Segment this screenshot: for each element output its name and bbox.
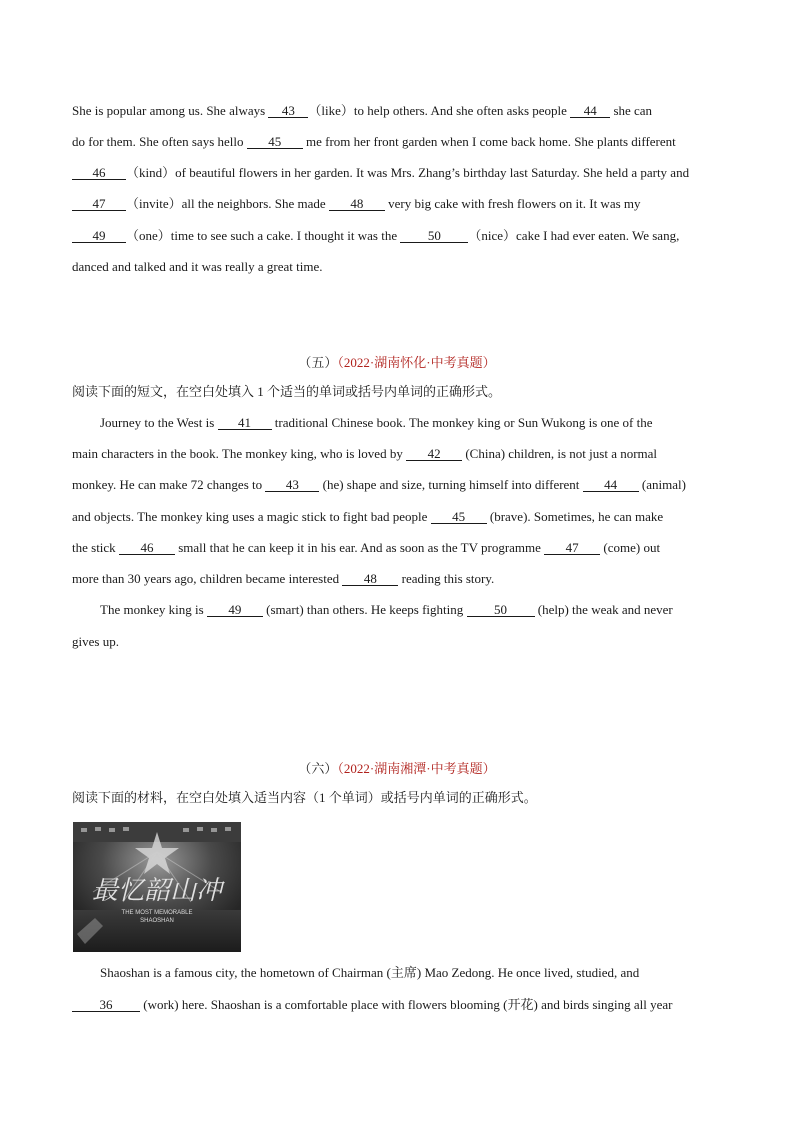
section-instruction: 阅读下面的材料，在空白处填入适当内容（1 个单词）或括号内单词的正确形式。 [72, 790, 537, 805]
answer-blank[interactable]: 45 [247, 135, 303, 149]
passage-line: do for them. She often says hello 45 me from her front garden when I come back home. She plants different [72, 134, 676, 149]
passage-line: Journey to the West is 41 traditional Chinese book. The monkey king or Sun Wukong is one of the [100, 415, 653, 430]
passage-line: Shaoshan is a famous city, the hometown of Chairman (主席) Mao Zedong. He once lived, studied, and [100, 965, 640, 980]
passage-line: main characters in the book. The monkey king, who is loved by 42 (China) children, is not just a normal [72, 446, 658, 461]
answer-blank[interactable]: 50 [467, 603, 535, 617]
photo-caption: THE MOST MEMORABLE [121, 910, 193, 916]
passage-line: 49 （one）time to see such a cake. I thought it was the 50 （nice）cake I had ever eaten. We sang, [72, 228, 679, 244]
answer-blank[interactable]: 47 [72, 197, 126, 211]
answer-blank[interactable]: 41 [218, 416, 272, 430]
answer-blank[interactable]: 44 [570, 104, 610, 118]
passage-line: 47 （invite）all the neighbors. She made 48 very big cake with fresh flowers on it. It was my [72, 196, 641, 212]
answer-blank[interactable]: 44 [583, 478, 639, 492]
passage-line: the stick 46 small that he can keep it in his ear. And as soon as the TV programme 47 (come) out [72, 540, 661, 555]
answer-blank[interactable]: 43 [265, 478, 319, 492]
answer-blank[interactable]: 50 [400, 229, 468, 243]
passage-line: monkey. He can make 72 changes to 43 (he) shape and size, turning himself into different 44 (animal) [72, 477, 686, 492]
photo-calligraphy: 最忆韶山冲 [91, 876, 223, 906]
shaoshan-photo-graphic [73, 822, 241, 952]
answer-blank[interactable]: 43 [268, 104, 308, 118]
passage-line: She is popular among us. She always 43 （like）to help others. And she often asks people 44 she can [72, 103, 653, 118]
passage-line: and objects. The monkey king uses a magic stick to fight bad people 45 (brave). Sometimes, he can make [72, 509, 664, 524]
shaoshan-photo [73, 822, 241, 952]
answer-blank[interactable]: 46 [119, 541, 175, 555]
answer-blank[interactable]: 49 [207, 603, 263, 617]
passage-line: The monkey king is 49 (smart) than others. He keeps fighting 50 (help) the weak and never [100, 602, 673, 617]
answer-blank[interactable]: 36 [72, 998, 140, 1012]
answer-blank[interactable]: 48 [342, 572, 398, 586]
photo-caption: SHAOSHAN [140, 918, 174, 924]
passage-line: danced and talked and it was really a great time. [72, 259, 323, 274]
passage-line: gives up. [72, 634, 119, 649]
answer-blank[interactable]: 46 [72, 166, 126, 180]
section-title: （六）（2022·湖南湘潭·中考真题） [298, 761, 496, 776]
passage-line: more than 30 years ago, children became interested 48 reading this story. [72, 571, 495, 586]
answer-blank[interactable]: 45 [431, 510, 487, 524]
passage-line: 46 （kind）of beautiful flowers in her garden. It was Mrs. Zhang’s birthday last Saturday. She held a party and [72, 165, 689, 181]
answer-blank[interactable]: 42 [406, 447, 462, 461]
answer-blank[interactable]: 48 [329, 197, 385, 211]
section-title: （五）（2022·湖南怀化·中考真题） [298, 355, 496, 370]
answer-blank[interactable]: 49 [72, 229, 126, 243]
section-instruction: 阅读下面的短文，在空白处填入 1 个适当的单词或括号内单词的正确形式。 [72, 384, 502, 399]
answer-blank[interactable]: 47 [544, 541, 600, 555]
passage-line: 36 (work) here. Shaoshan is a comfortable place with flowers blooming (开花) and birds singing all year [72, 997, 673, 1013]
